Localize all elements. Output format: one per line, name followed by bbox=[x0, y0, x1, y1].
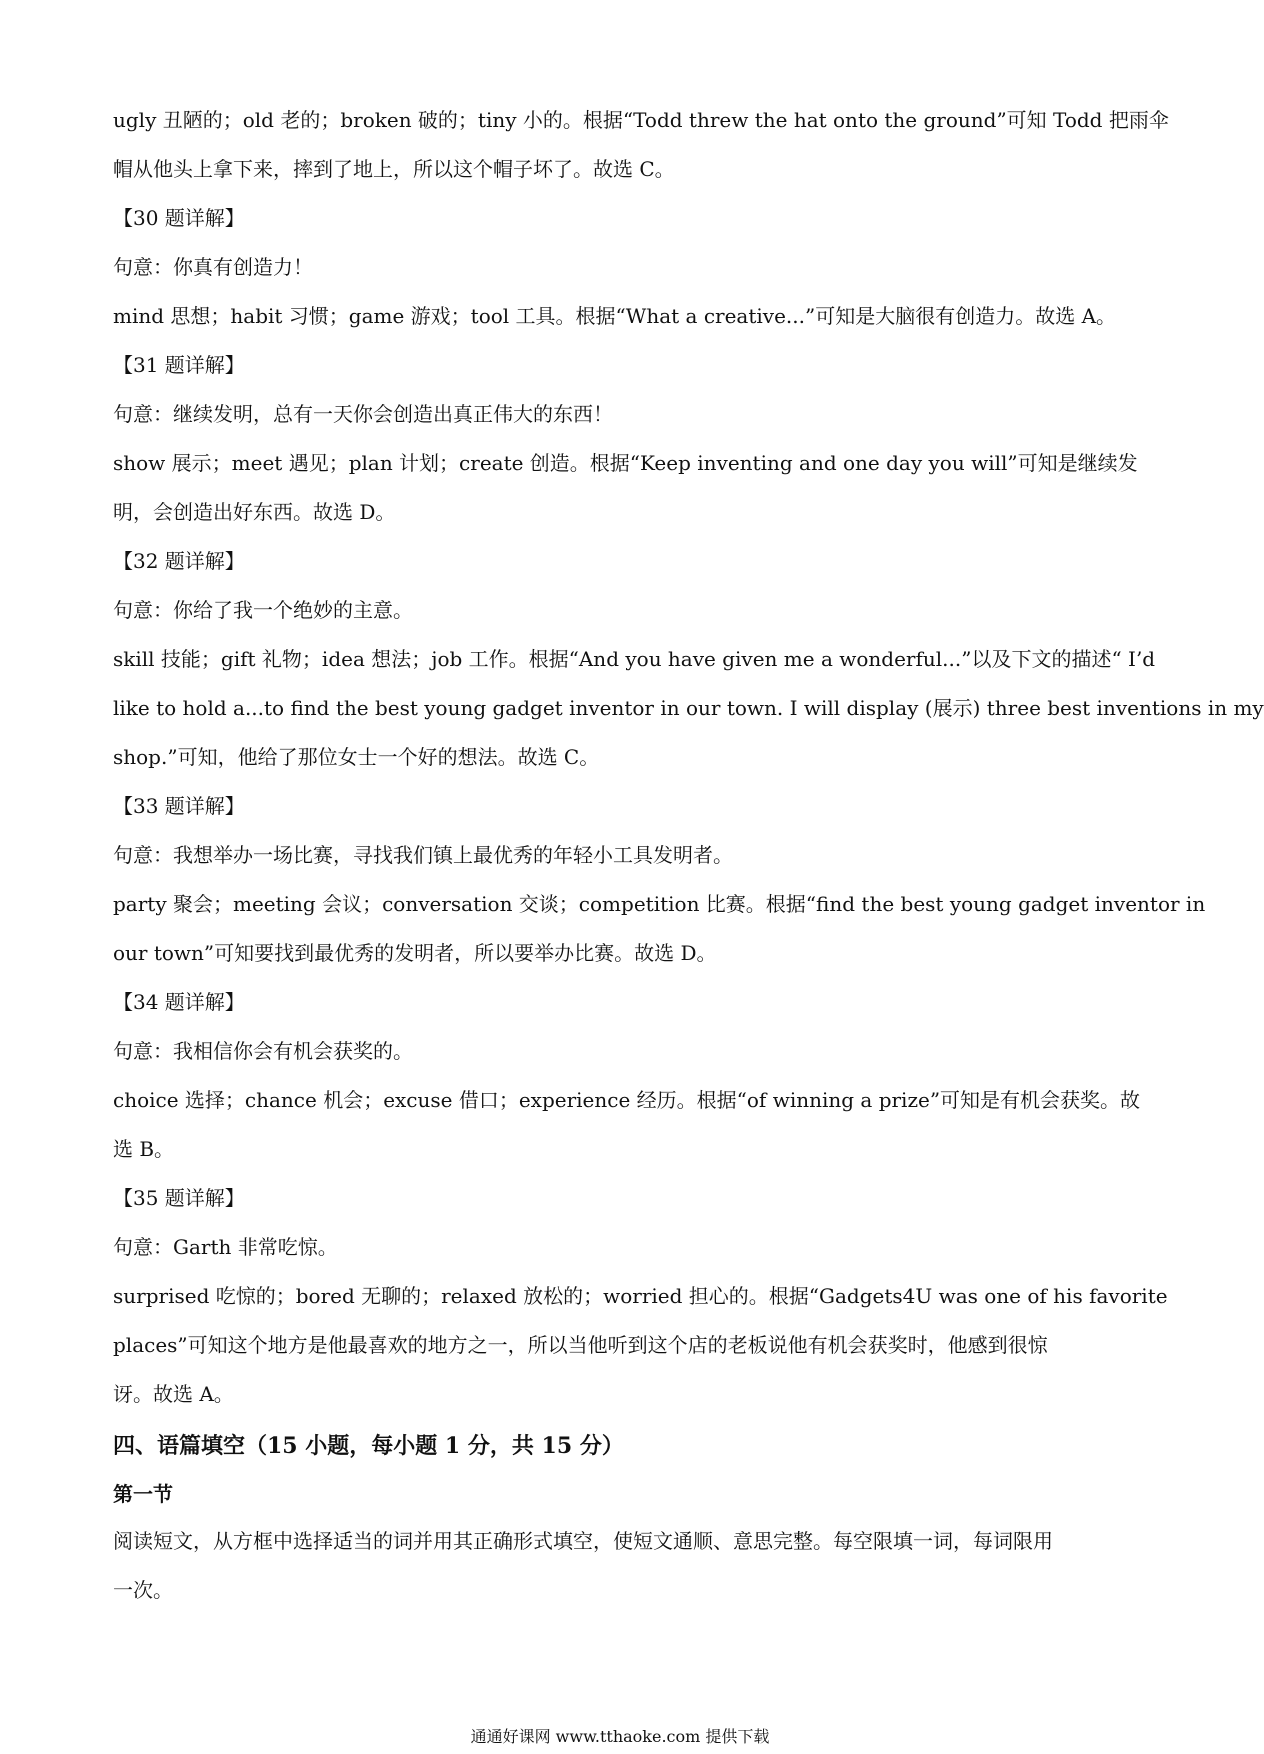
text-line: 选 B。 bbox=[113, 1137, 175, 1161]
instruction-line: 一次。 bbox=[113, 1578, 173, 1602]
text-line: like to hold a...to find the best young gadget inventor in our town. I will display (展示) three best inventions in my bbox=[113, 696, 1264, 720]
question-heading: 【33 题详解】 bbox=[113, 794, 245, 818]
sentence-meaning: 句意：我相信你会有机会获奖的。 bbox=[113, 1039, 413, 1063]
text-line: surprised 吃惊的；bored 无聊的；relaxed 放松的；worried 担心的。根据“Gadgets4U was one of his favorite bbox=[113, 1284, 1168, 1308]
question-heading: 【30 题详解】 bbox=[113, 206, 245, 230]
section-title: 四、语篇填空（15 小题，每小题 1 分，共 15 分） bbox=[113, 1433, 624, 1459]
sentence-meaning: 句意：继续发明，总有一天你会创造出真正伟大的东西！ bbox=[113, 402, 613, 426]
question-heading: 【32 题详解】 bbox=[113, 549, 245, 573]
text-line: our town”可知要找到最优秀的发明者，所以要举办比赛。故选 D。 bbox=[113, 941, 717, 965]
sentence-meaning: 句意：你给了我一个绝妙的主意。 bbox=[113, 598, 413, 622]
text-line: shop.”可知，他给了那位女士一个好的想法。故选 C。 bbox=[113, 745, 600, 769]
subsection-title: 第一节 bbox=[113, 1482, 173, 1506]
sentence-meaning: 句意：Garth 非常吃惊。 bbox=[113, 1235, 338, 1259]
text-line: party 聚会；meeting 会议；conversation 交谈；competition 比赛。根据“find the best young gadget inventor in bbox=[113, 892, 1206, 916]
text-line: show 展示；meet 遇见；plan 计划；create 创造。根据“Keep inventing and one day you will”可知是继续发 bbox=[113, 451, 1138, 475]
text-line: 讶。故选 A。 bbox=[113, 1382, 234, 1406]
text-line: mind 思想；habit 习惯；game 游戏；tool 工具。根据“What a creative...”可知是大脑很有创造力。故选 A。 bbox=[113, 304, 1117, 328]
text-line: places”可知这个地方是他最喜欢的地方之一，所以当他听到这个店的老板说他有机会获奖时，他感到很惊 bbox=[113, 1333, 1048, 1357]
question-heading: 【35 题详解】 bbox=[113, 1186, 245, 1210]
question-heading: 【34 题详解】 bbox=[113, 990, 245, 1014]
text-line: ugly 丑陋的；old 老的；broken 破的；tiny 小的。根据“Todd threw the hat onto the ground”可知 Todd 把雨伞 bbox=[113, 108, 1169, 132]
text-line: choice 选择；chance 机会；excuse 借口；experience 经历。根据“of winning a prize”可知是有机会获奖。故 bbox=[113, 1088, 1141, 1112]
question-heading: 【31 题详解】 bbox=[113, 353, 245, 377]
text-line: 明，会创造出好东西。故选 D。 bbox=[113, 500, 396, 524]
document-body bbox=[113, 96, 1264, 1615]
instruction-line: 阅读短文，从方框中选择适当的词并用其正确形式填空，使短文通顺、意思完整。每空限填一词，每词限用 bbox=[113, 1529, 1053, 1553]
text-line: skill 技能；gift 礼物；idea 想法；job 工作。根据“And you have given me a wonderful...”以及下文的描述“ I’d bbox=[113, 647, 1156, 671]
sentence-meaning: 句意：你真有创造力！ bbox=[113, 255, 313, 279]
page-footer: 通通好课网 www.tthaoke.com 提供下载 bbox=[470, 1727, 770, 1746]
sentence-meaning: 句意：我想举办一场比赛，寻找我们镇上最优秀的年轻小工具发明者。 bbox=[113, 843, 733, 867]
text-line: 帽从他头上拿下来，摔到了地上，所以这个帽子坏了。故选 C。 bbox=[113, 157, 675, 181]
